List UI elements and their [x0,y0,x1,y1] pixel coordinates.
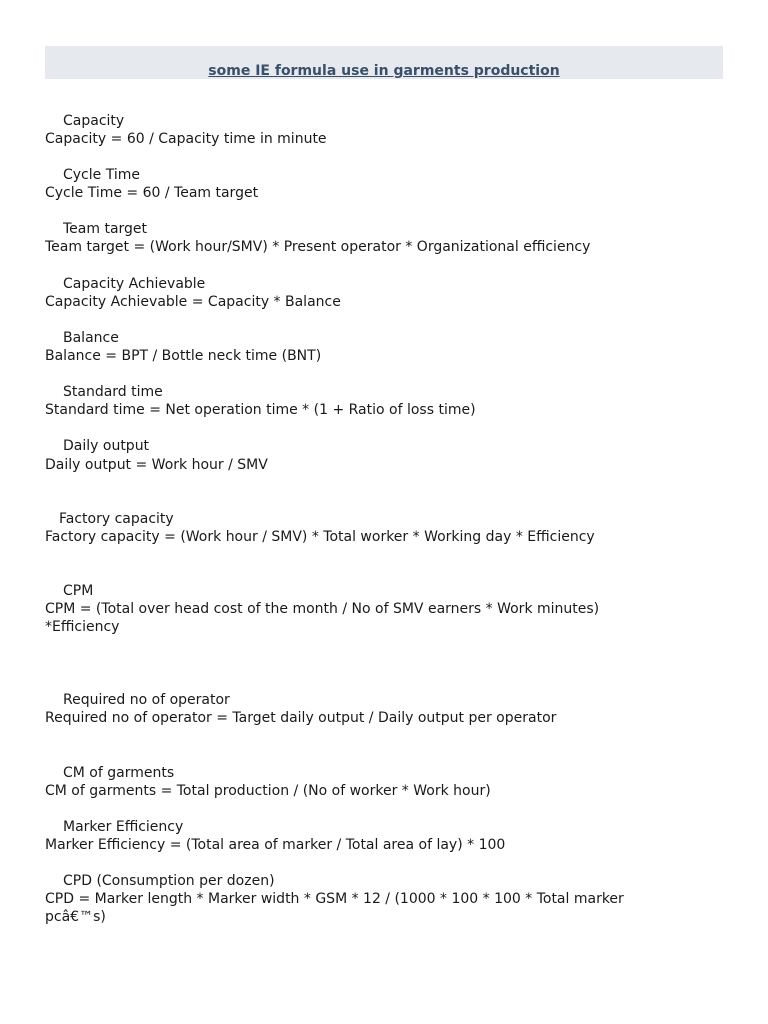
section-formula: CPM = (Total over head cost of the month / No of SMV earners * Work minutes) [45,601,600,617]
section-heading: CM of garments [63,765,175,781]
section-heading: Cycle Time [63,167,140,183]
section-formula: Required no of operator = Target daily output / Daily output per operator [45,710,557,726]
section-heading: Capacity Achievable [63,276,206,292]
section-heading: Team target [63,221,148,237]
section-heading: Factory capacity [59,511,174,527]
section-heading: Capacity [63,113,125,129]
section-heading: Balance [63,330,119,346]
section-formula-continued: pcâ€™s) [45,909,106,925]
section-formula: Factory capacity = (Work hour / SMV) * Total worker * Working day * Efficiency [45,529,595,545]
section-formula: Cycle Time = 60 / Team target [45,185,259,201]
section-formula: Capacity = 60 / Capacity time in minute [45,131,327,147]
section-formula: Daily output = Work hour / SMV [45,457,268,473]
section-formula: Team target = (Work hour/SMV) * Present operator * Organizational efficiency [45,239,591,255]
section-heading: CPD (Consumption per dozen) [63,873,275,889]
section-formula: CM of garments = Total production / (No of worker * Work hour) [45,783,491,799]
title-bar [45,46,723,79]
section-formula: Balance = BPT / Bottle neck time (BNT) [45,348,322,364]
section-heading: CPM [63,583,94,599]
section-heading: Required no of operator [63,692,230,708]
section-formula: Marker Efficiency = (Total area of marker / Total area of lay) * 100 [45,837,506,853]
section-heading: Daily output [63,438,150,454]
section-formula-continued: *Efficiency [45,619,120,635]
section-formula: Capacity Achievable = Capacity * Balance [45,294,341,310]
section-formula: Standard time = Net operation time * (1 + Ratio of loss time) [45,402,476,418]
section-heading: Standard time [63,384,163,400]
section-formula: CPD = Marker length * Marker width * GSM * 12 / (1000 * 100 * 100 * Total marker [45,891,624,907]
section-heading: Marker Efficiency [63,819,184,835]
page-title: some IE formula use in garments production [208,63,560,79]
